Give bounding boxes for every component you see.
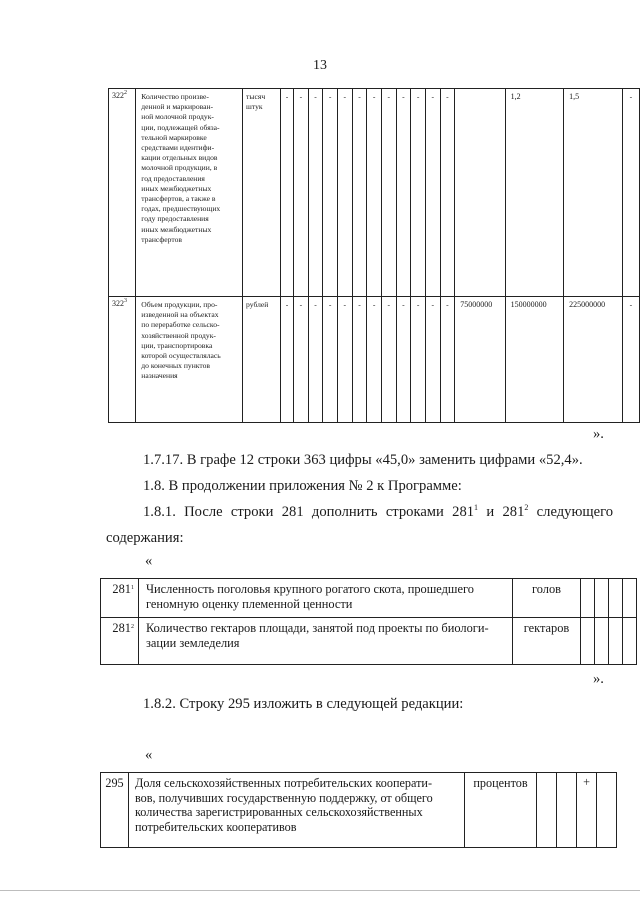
value-cell [595,618,609,665]
paragraph-1-8: 1.8. В продолжении приложения № 2 к Программе: [143,478,462,494]
value-cell: - [281,89,294,297]
page-bottom-rule [0,890,640,891]
value-cell [581,618,595,665]
value-cell: 1,2 [505,89,564,297]
unit-of-measure: гектаров [513,618,581,665]
value-cell [597,773,617,848]
value-cell: - [323,297,338,423]
value-cell [595,579,609,618]
value-cell: - [425,297,440,423]
paragraph-1-8-1: 1.8.1. После строки 281 дополнить строками $281^1$ и $281^2$ следующего [143,503,613,520]
closing-quote: ». [593,426,604,442]
unit-of-measure: тысяч штук [243,89,281,297]
row-number: $281^1$ [101,579,139,618]
value-cell: - [352,89,367,297]
value-cell: - [323,89,338,297]
value-cell [455,89,505,297]
opening-quote: « [145,553,153,569]
value-cell: - [294,297,309,423]
page-number: 13 [313,58,327,73]
value-cell: - [622,89,639,297]
value-cell: 150000000 [505,297,564,423]
table-row [109,89,640,297]
value-cell: - [294,89,309,297]
value-cell [557,773,577,848]
value-cell: - [367,297,382,423]
paragraph-1-8-2: 1.8.2. Строку 295 изложить в следующей редакции: [143,696,464,712]
table-row [101,773,617,848]
value-cell: 225000000 [564,297,623,423]
table-row [109,297,640,423]
indicator-name: Доля сельскохозяйственных потребительских кооперати- вов, получивших государственную поддержку, от общего количества зарегистрированных сельскохозяйственных потребительских кооперативов [129,773,465,848]
value-cell: - [308,297,323,423]
indicator-name: Численность поголовья крупного рогатого скота, прошедшего геномную оценку племенной ценности [139,579,513,618]
value-cell: - [622,297,639,423]
value-cell: - [281,297,294,423]
value-cell: + [577,773,597,848]
value-cell: - [381,89,396,297]
paragraph-1-8-1-continued: содержания: [106,530,184,546]
value-cell: - [367,89,382,297]
value-cell: - [440,89,455,297]
value-cell: 75000000 [455,297,505,423]
value-cell: - [308,89,323,297]
value-cell: - [337,297,352,423]
unit-of-measure: голов [513,579,581,618]
table-row [101,618,637,665]
value-cell: - [411,297,426,423]
indicator-table-281 [100,578,637,665]
closing-quote: ». [593,671,604,687]
value-cell [623,579,637,618]
value-cell [609,618,623,665]
value-cell: - [425,89,440,297]
value-cell: - [337,89,352,297]
indicator-name: Количество произве- денной и маркирован- ной молочной продук- ции, подлежащей обяза- тельной маркировке средствами идентифи- кации отдельных видов молочной продукции, в год предоставления иных межбюджетных трансфертов, а также в годах, предшествующих году предоставления иных межбюджетных трансфертов [136,89,243,297]
indicator-name: Объем продукции, про- изведенной на объектах по переработке сельско- хозяйственной продук- ции, транспортировка которой осуществлялась до конечных пунктов назначения [136,297,243,423]
paragraph-1-7-17: 1.7.17. В графе 12 строки 363 цифры «45,0» заменить цифрами «52,4». [143,452,583,468]
value-cell: - [396,89,411,297]
indicator-table-322 [108,88,640,423]
value-cell: - [396,297,411,423]
value-cell: - [440,297,455,423]
row-number: $322^3$ [109,297,136,423]
opening-quote: « [145,747,153,763]
unit-of-measure: рублей [243,297,281,423]
indicator-table-295 [100,772,617,848]
row-number: $322^2$ [109,89,136,297]
indicator-name: Количество гектаров площади, занятой под проекты по биологи- зации земледелия [139,618,513,665]
unit-of-measure: процентов [465,773,537,848]
value-cell [581,579,595,618]
value-cell [609,579,623,618]
value-cell: 1,5 [564,89,623,297]
value-cell [537,773,557,848]
value-cell [623,618,637,665]
value-cell: - [381,297,396,423]
value-cell: - [352,297,367,423]
row-number: 295 [101,773,129,848]
value-cell: - [411,89,426,297]
row-number: $281^2$ [101,618,139,665]
table-row [101,579,637,618]
